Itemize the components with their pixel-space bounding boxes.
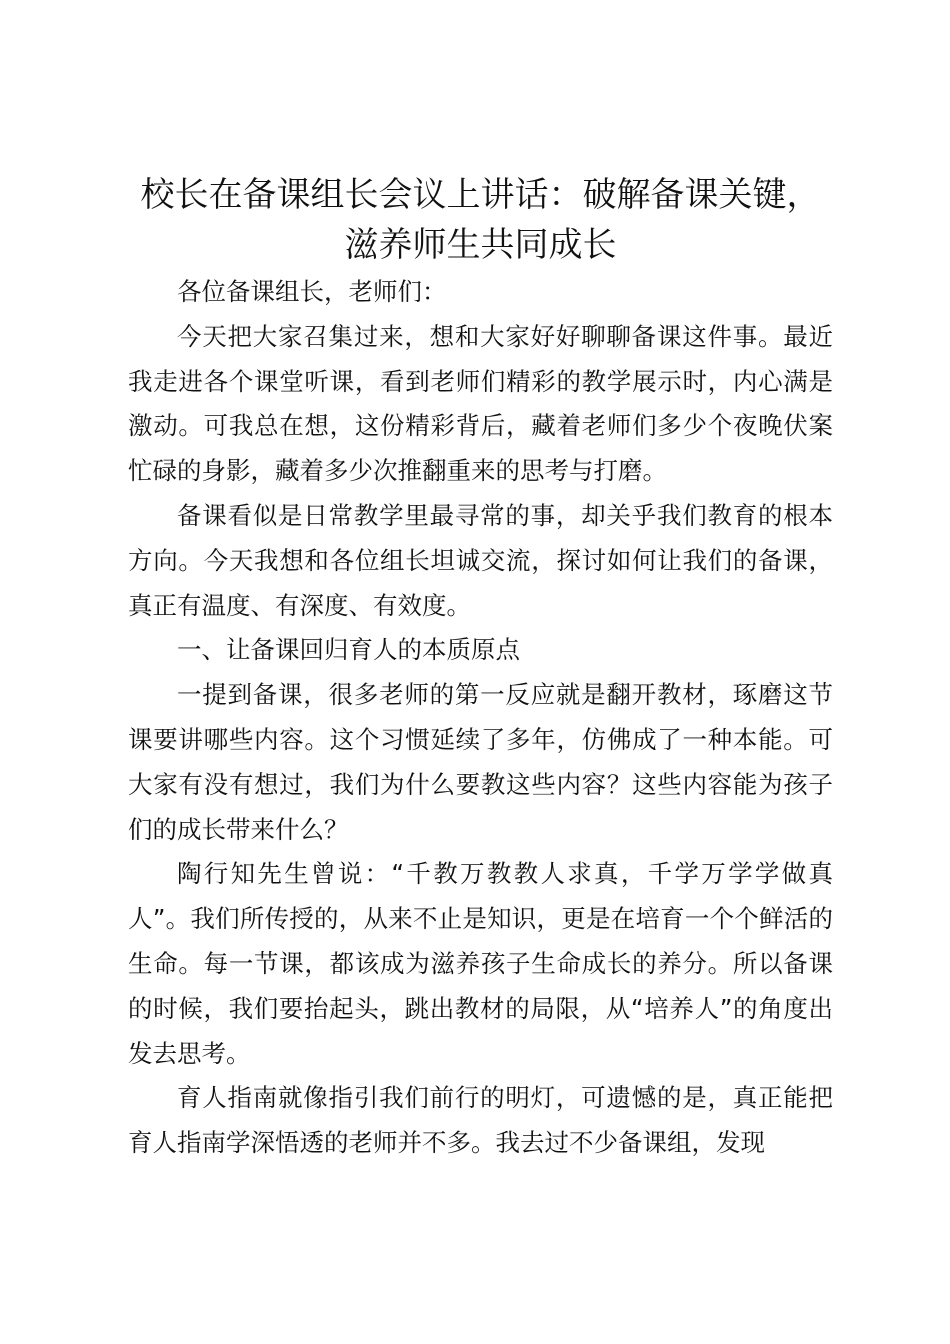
paragraph: 育人指南就像指引我们前行的明灯，可遗憾的是，真正能把育人指南学深悟透的老师并不多。我去过不少备课组，发现 <box>128 1083 833 1158</box>
title-line-1: 校长在备课组长会议上讲话：破解备课关键， <box>140 175 821 215</box>
paragraph: 陶行知先生曾说：“千教万教教人求真，千学万学学做真人”。我们所传授的，从来不止是知识，更是在培育一个个鲜活的生命。每一节课，都该成为滋养孩子生命成长的养分。所以备课的时候，我们要抬起头，跳出教材的局限，从“培养人”的角度出发去思考。 <box>128 859 833 1068</box>
document-content <box>128 170 833 1166</box>
document-title <box>128 170 833 270</box>
salutation: 各位备课组长，老师们： <box>177 277 447 306</box>
title-line-2: 滋养师生共同成长 <box>344 225 617 265</box>
paragraph: 备课看似是日常教学里最寻常的事，却关乎我们教育的根本方向。今天我想和各位组长坦诚交流，探讨如何让我们的备课，真正有温度、有深度、有效度。 <box>128 500 833 620</box>
paragraph: 一提到备课，很多老师的第一反应就是翻开教材，琢磨这节课要讲哪些内容。这个习惯延续了多年，仿佛成了一种本能。可大家有没有想过，我们为什么要教这些内容？这些内容能为孩子们的成长带来什么？ <box>128 680 833 844</box>
document-body <box>128 270 833 1166</box>
paragraph: 今天把大家召集过来，想和大家好好聊聊备课这件事。最近我走进各个课堂听课，看到老师们精彩的教学展示时，内心满是激动。可我总在想，这份精彩背后，藏着老师们多少个夜晚伏案忙碌的身影，藏着多少次推翻重来的思考与打磨。 <box>128 321 833 486</box>
section-heading: 一、让备课回归育人的本质原点 <box>177 635 520 665</box>
